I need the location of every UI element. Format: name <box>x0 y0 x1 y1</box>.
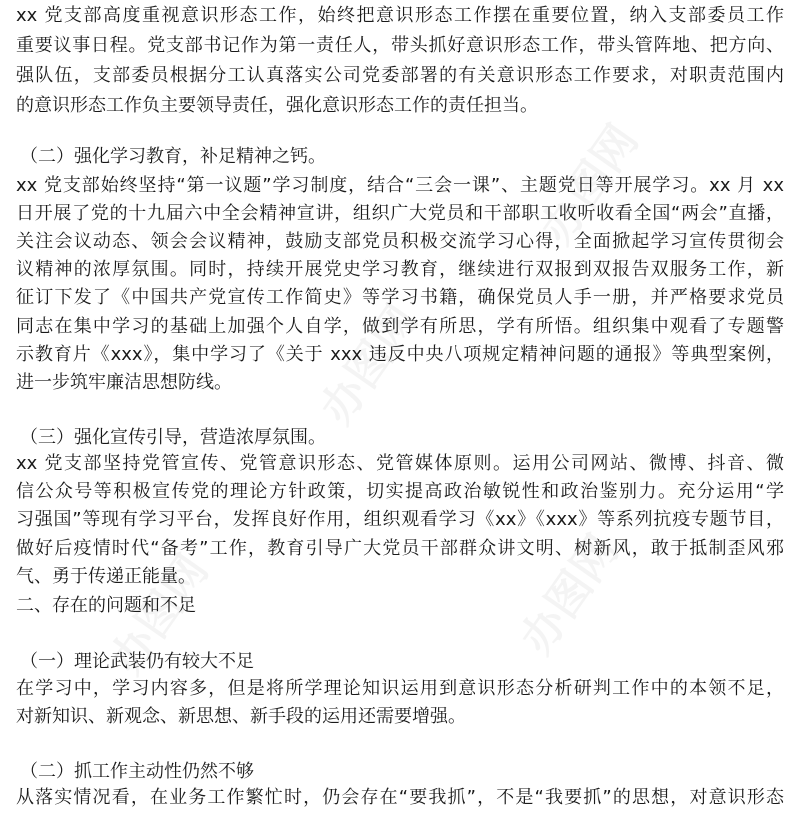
paragraph-line: 习强国”等现有学习平台，发挥良好作用，组织观看学习《xx》《xxx》等系列抗疫专题节目， <box>16 509 784 530</box>
paragraph-line: 日开展了党的十九届六中全会精神宣讲，组织广大党员和干部职工收听收看全国“两会”直播， <box>16 203 784 224</box>
paragraph-line: 对新知识、新观念、新思想、新手段的运用还需要增强。 <box>16 706 466 727</box>
paragraph-line: 在学习中，学习内容多，但是将所学理论知识运用到意识形态分析研判工作中的本领不足， <box>16 678 784 699</box>
paragraph-line: 从落实情况看，在业务工作繁忙时，仍会存在“要我抓”，不是“我要抓”的思想，对意识形态 <box>16 787 784 808</box>
paragraph-line: 同志在集中学习的基础上加强个人自学，做到学有所思，学有所悟。组织集中观看了专题警 <box>16 316 784 337</box>
section-heading: （一）理论武装仍有较大不足 <box>20 651 254 672</box>
paragraph-line: xx 党支部高度重视意识形态工作，始终把意识形态工作摆在重要位置，纳入支部委员工作 <box>16 5 784 26</box>
paragraph-line: 做好后疫情时代“备考”工作，教育引导广大党员干部群众讲文明、树新风，敢于抵制歪风邪 <box>16 538 784 559</box>
paragraph-line: 气、勇于传递正能量。 <box>16 566 196 587</box>
chapter-heading: 二、存在的问题和不足 <box>16 595 196 616</box>
section-heading: （二）抓工作主动性仍然不够 <box>20 761 254 782</box>
paragraph-line: 议精神的浓厚氛围。同时，持续开展党史学习教育，继续进行双报到双报告双服务工作，新 <box>16 259 784 280</box>
paragraph-line: 的意识形态工作负主要领导责任，强化意识形态工作的责任担当。 <box>16 95 538 116</box>
paragraph-line: 信公众号等积极宣传党的理论方针政策，切实提高政治敏锐性和政治鉴别力。充分运用“学 <box>16 481 784 502</box>
section-heading: （二）强化学习教育，补足精神之钙。 <box>20 146 326 167</box>
paragraph-line: 进一步筑牢廉洁思想防线。 <box>16 372 232 393</box>
paragraph-line: xx 党支部坚持党管宣传、党管意识形态、党管媒体原则。运用公司网站、微博、抖音、微 <box>16 453 784 474</box>
paragraph-line: 示教育片《xxx》，集中学习了《关于 xxx 违反中央八项规定精神问题的通报》等典型案例， <box>16 344 784 365</box>
paragraph-line: 重要议事日程。党支部书记作为第一责任人，带头抓好意识形态工作，带头管阵地、把方向、 <box>16 35 784 56</box>
paragraph-line: 征订下发了《中国共产党宣传工作简史》等学习书籍，确保党员人手一册，并严格要求党员 <box>16 287 784 308</box>
section-heading: （三）强化宣传引导，营造浓厚氛围。 <box>20 427 326 448</box>
paragraph-line: 关注会议动态、领会会议精神，鼓励支部党员积极交流学习心得，全面掀起学习宣传贯彻会 <box>16 231 784 252</box>
paragraph-line: xx 党支部始终坚持“第一议题”学习制度，结合“三会一课”、主题党日等开展学习。xx 月 xx <box>16 175 784 196</box>
paragraph-line: 强队伍，支部委员根据分工认真落实公司党委部署的有关意识形态工作要求，对职责范围内 <box>16 65 784 86</box>
